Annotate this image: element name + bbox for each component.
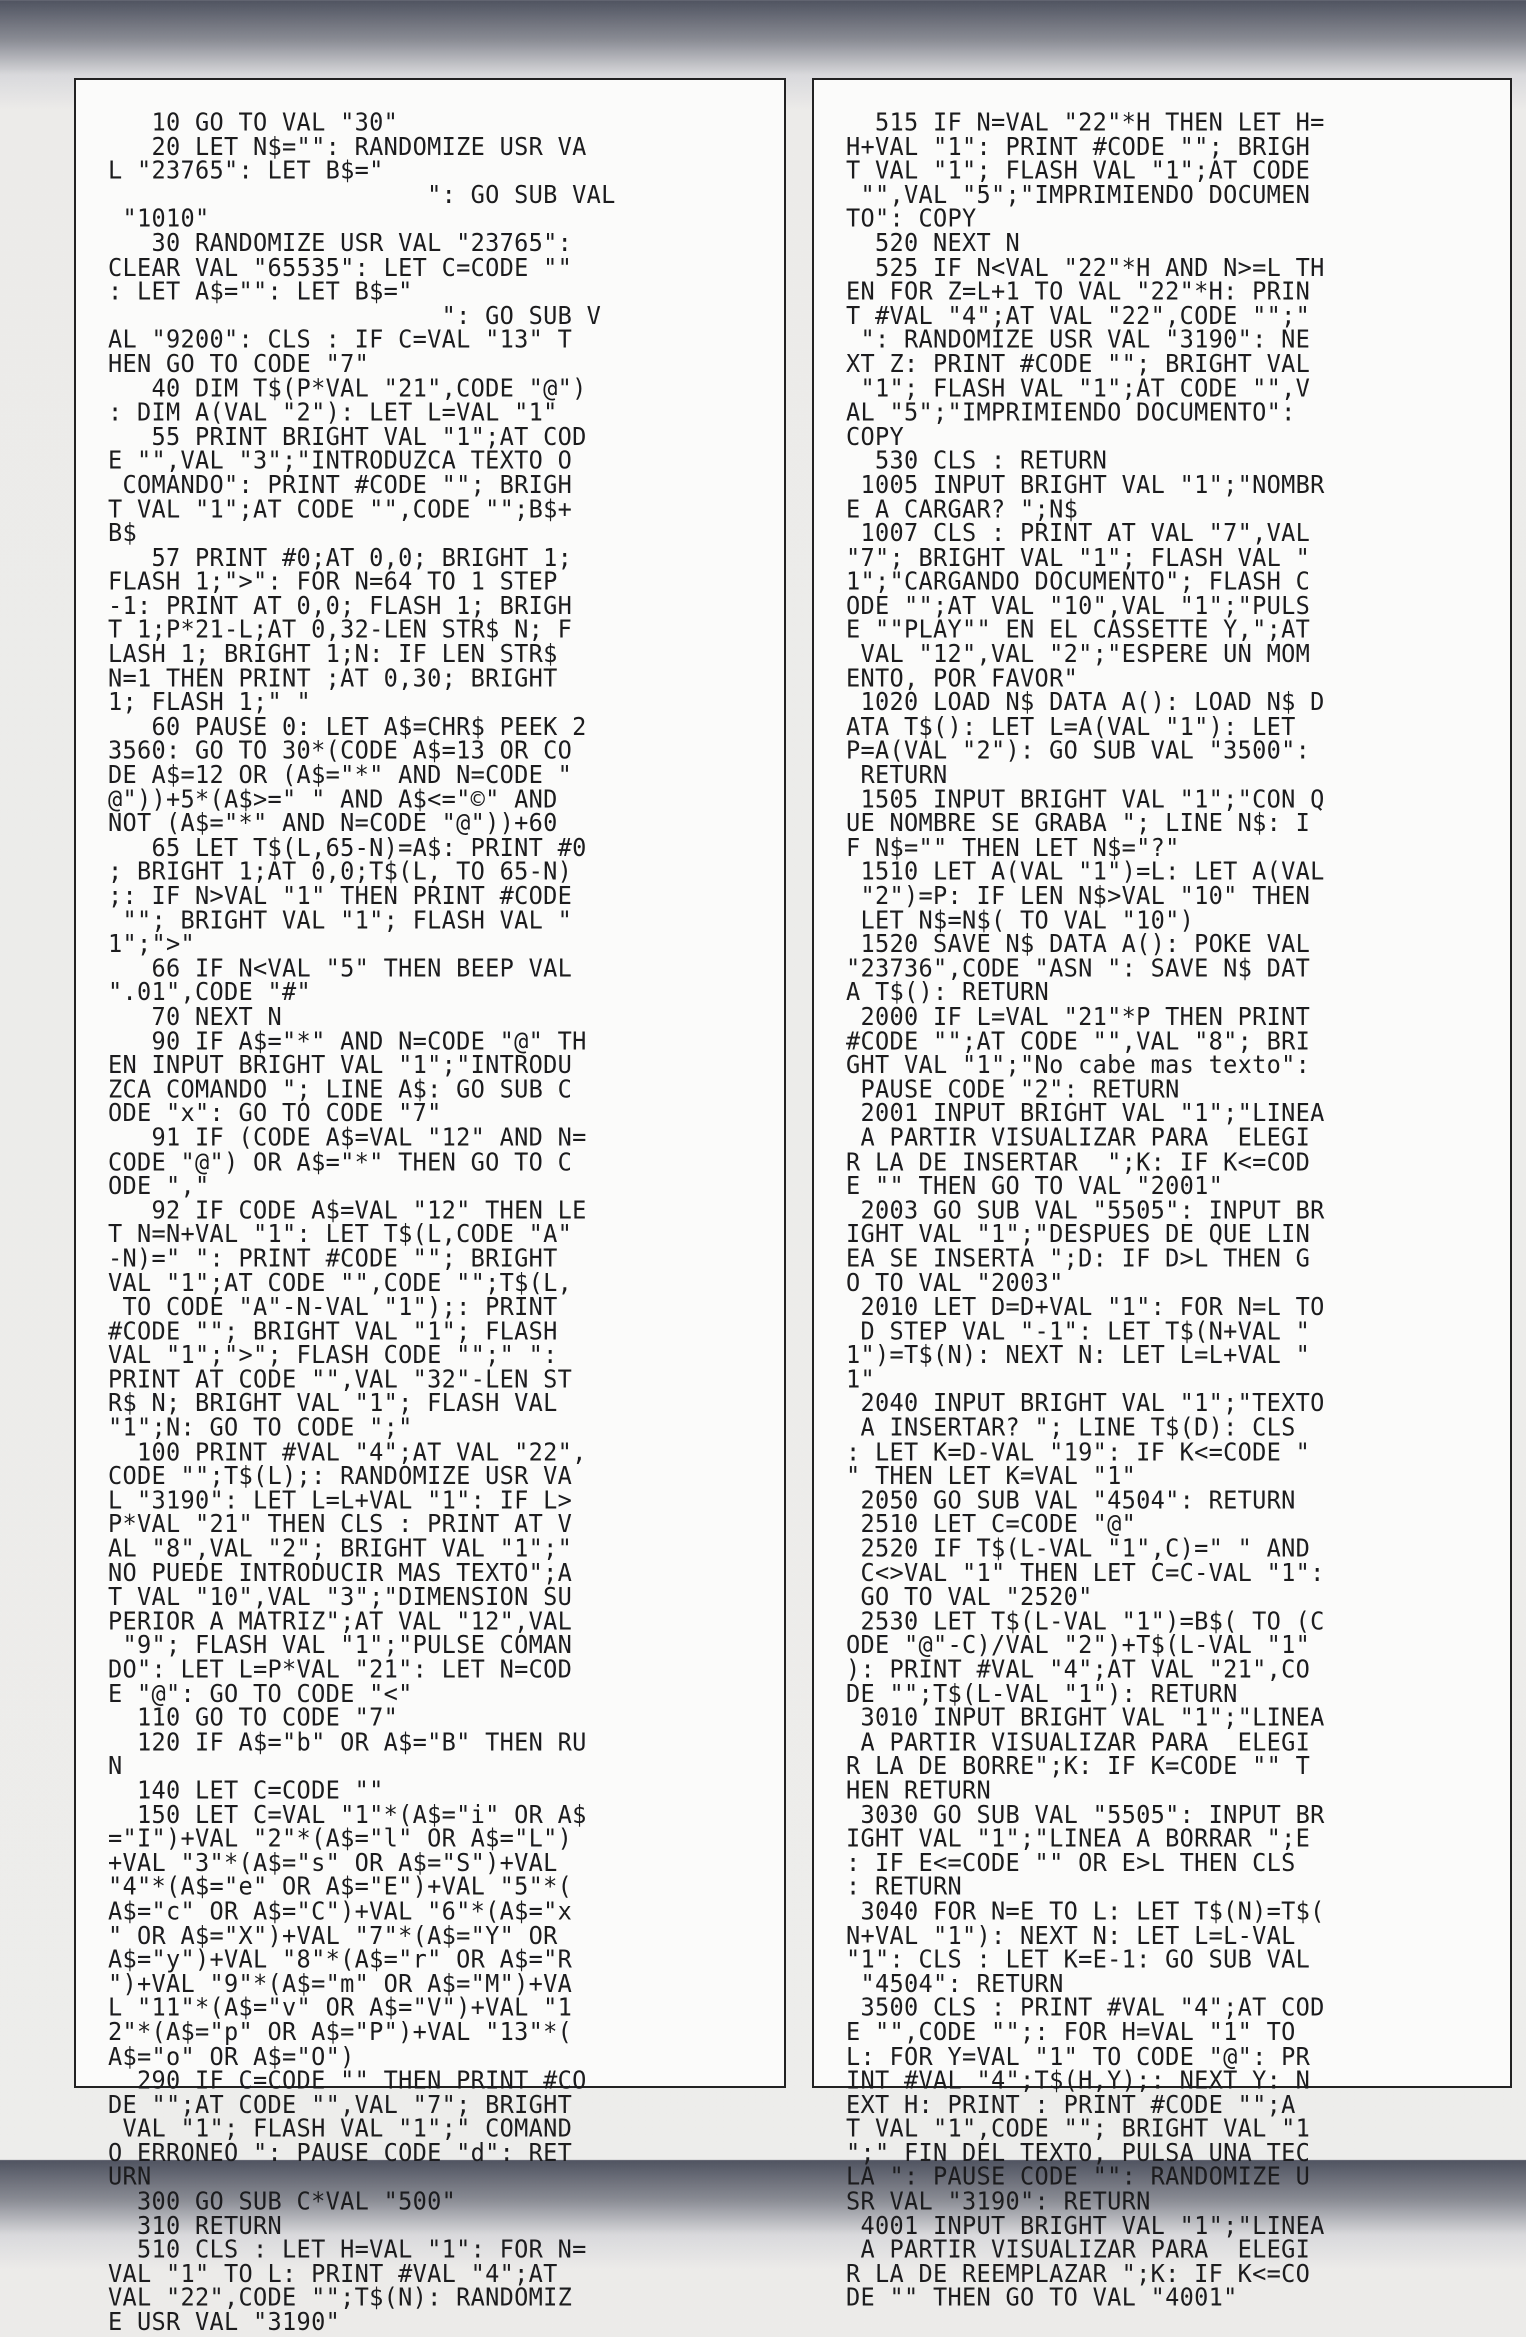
basic-listing-left: 10 GO TO VAL "30" 20 LET N$="": RANDOMIZE USR VA L "23765": LET B$=" ": GO SUB VAL "1010" 30 RANDOMIZE USR VAL "23765": CLEAR VAL "65535": LET C=CODE "" : LET A$="": LET B$=" ": GO SUB V AL "9200": CLS : IF C=VAL "13" T HEN GO TO CODE "7" 40 DIM T$(P*VAL "21",CODE "@") : DIM A(VAL "2"): LET L=VAL "1" 55 PRINT BRIGHT VAL "1";AT COD E "",VAL "3";"INTRODUZCA TEXTO O COMANDO": PRINT #CODE ""; BRIGH T VAL "1";AT CODE "",CODE "";B$+ B$ 57 PRINT #0;AT 0,0; BRIGHT 1; FLASH 1;">": FOR N=64 TO 1 STEP -1: PRINT AT 0,0; FLASH 1; BRIGH T 1;P*21-L;AT 0,32-LEN STR$ N; F LASH 1; BRIGHT 1;N: IF LEN STR$ N=1 THEN PRINT ;AT 0,30; BRIGHT 1; FLASH 1;" " 60 PAUSE 0: LET A$=CHR$ PEEK 2 3560: GO TO 30*(CODE A$=13 OR CO DE A$=12 OR (A$="*" AND N=CODE " @"))+5*(A$>=" " AND A$<="©" AND NOT (A$="*" AND N=CODE "@"))+60 65 LET T$(L,65-N)=A$: PRINT #0 ; BRIGHT 1;AT 0,0;T$(L, TO 65-N) ;: IF N>VAL "1" THEN PRINT #CODE ""; BRIGHT VAL "1"; FLASH VAL " 1";">" 66 IF N<VAL "5" THEN BEEP VAL ".01",CODE "#" 70 NEXT N 90 IF A$="*" AND N=CODE "@" TH EN INPUT BRIGHT VAL "1";"INTRODU ZCA COMANDO "; LINE A$: GO SUB C ODE "x": GO TO CODE "7" 91 IF (CODE A$=VAL "12" AND N= CODE "@") OR A$="*" THEN GO TO C ODE "," 92 IF CODE A$=VAL "12" THEN LE T N=N+VAL "1": LET T$(L,CODE "A" -N)=" ": PRINT #CODE ""; BRIGHT VAL "1";AT CODE "",CODE "";T$(L, TO CODE "A"-N-VAL "1");: PRINT #CODE ""; BRIGHT VAL "1"; FLASH VAL "1";">"; FLASH CODE "";" ": PRINT AT CODE "",VAL "32"-LEN ST R$ N; BRIGHT VAL "1"; FLASH VAL "1";N: GO TO CODE ";" 100 PRINT #VAL "4";AT VAL "22", CODE "";T$(L);: RANDOMIZE USR VA L "3190": LET L=L+VAL "1": IF L> P*VAL "21" THEN CLS : PRINT AT V AL "8",VAL "2"; BRIGHT VAL "1";" NO PUEDE INTRODUCIR MAS TEXTO";A T VAL "10",VAL "3";"DIMENSION SU PERIOR A MATRIZ";AT VAL "12",VAL "9"; FLASH VAL "1";"PULSE COMAN DO": LET L=P*VAL "21": LET N=COD E "@": GO TO CODE "<" 110 GO TO CODE "7" 120 IF A$="b" OR A$="B" THEN RU N 140 LET C=CODE "" 150 LET C=VAL "1"*(A$="i" OR A$ ="I")+VAL "2"*(A$="l" OR A$="L") +VAL "3"*(A$="s" OR A$="S")+VAL "4"*(A$="e" OR A$="E")+VAL "5"*( A$="c" OR A$="C")+VAL "6"*(A$="x " OR A$="X")+VAL "7"*(A$="Y" OR A$="y")+VAL "8"*(A$="r" OR A$="R ")+VAL "9"*(A$="m" OR A$="M")+VA L "11"*(A$="v" OR A$="V")+VAL "1 2"*(A$="p" OR A$="P")+VAL "13"*( A$="o" OR A$="O") 290 IF C=CODE "" THEN PRINT #CO DE "";AT CODE "",VAL "7"; BRIGHT VAL "1"; FLASH VAL "1";" COMAND O ERRONEO ": PAUSE CODE "d": RET URN 300 GO SUB C*VAL "500" 310 RETURN 510 CLS : LET H=VAL "1": FOR N= VAL "1" TO L: PRINT #VAL "4";AT VAL "22",CODE "";T$(N): RANDOMIZ E USR VAL "3190" [108, 106, 616, 2337]
basic-listing-right: 515 IF N=VAL "22"*H THEN LET H= H+VAL "1": PRINT #CODE ""; BRIGH T VAL "1"; FLASH VAL "1";AT CODE "",VAL "5";"IMPRIMIENDO DOCUMEN TO": COPY 520 NEXT N 525 IF N<VAL "22"*H AND N>=L TH EN FOR Z=L+1 TO VAL "22"*H: PRIN T #VAL "4";AT VAL "22",CODE "";" ": RANDOMIZE USR VAL "3190": NE XT Z: PRINT #CODE ""; BRIGHT VAL "1"; FLASH VAL "1";AT CODE "",V AL "5";"IMPRIMIENDO DOCUMENTO": COPY 530 CLS : RETURN 1005 INPUT BRIGHT VAL "1";"NOMBR E A CARGAR? ";N$ 1007 CLS : PRINT AT VAL "7",VAL "7"; BRIGHT VAL "1"; FLASH VAL " 1";"CARGANDO DOCUMENTO"; FLASH C ODE "";AT VAL "10",VAL "1";"PULS E ""PLAY"" EN EL CASSETTE Y,";AT VAL "12",VAL "2";"ESPERE UN MOM ENTO, POR FAVOR" 1020 LOAD N$ DATA A(): LOAD N$ D ATA T$(): LET L=A(VAL "1"): LET P=A(VAL "2"): GO SUB VAL "3500": RETURN 1505 INPUT BRIGHT VAL "1";"CON Q UE NOMBRE SE GRABA "; LINE N$: I F N$="" THEN LET N$="?" 1510 LET A(VAL "1")=L: LET A(VAL "2")=P: IF LEN N$>VAL "10" THEN LET N$=N$( TO VAL "10") 1520 SAVE N$ DATA A(): POKE VAL "23736",CODE "ASN ": SAVE N$ DAT A T$(): RETURN 2000 IF L=VAL "21"*P THEN PRINT #CODE "";AT CODE "",VAL "8"; BRI GHT VAL "1";"No cabe mas texto": PAUSE CODE "2": RETURN 2001 INPUT BRIGHT VAL "1";"LINEA A PARTIR VISUALIZAR PARA ELEGI R LA DE INSERTAR ";K: IF K<=COD E "" THEN GO TO VAL "2001" 2003 GO SUB VAL "5505": INPUT BR IGHT VAL "1";"DESPUES DE QUE LIN EA SE INSERTA ";D: IF D>L THEN G O TO VAL "2003" 2010 LET D=D+VAL "1": FOR N=L TO D STEP VAL "-1": LET T$(N+VAL " 1")=T$(N): NEXT N: LET L=L+VAL " 1" 2040 INPUT BRIGHT VAL "1";"TEXTO A INSERTAR? "; LINE T$(D): CLS : LET K=D-VAL "19": IF K<=CODE " " THEN LET K=VAL "1" 2050 GO SUB VAL "4504": RETURN 2510 LET C=CODE "@" 2520 IF T$(L-VAL "1",C)=" " AND C<>VAL "1" THEN LET C=C-VAL "1": GO TO VAL "2520" 2530 LET T$(L-VAL "1")=B$( TO (C ODE "@"-C)/VAL "2")+T$(L-VAL "1" ): PRINT #VAL "4";AT VAL "21",CO DE "";T$(L-VAL "1"): RETURN 3010 INPUT BRIGHT VAL "1";"LINEA A PARTIR VISUALIZAR PARA ELEGI R LA DE BORRE";K: IF K=CODE "" T HEN RETURN 3030 GO SUB VAL "5505": INPUT BR IGHT VAL "1";"LINEA A BORRAR ";E : IF E<=CODE "" OR E>L THEN CLS : RETURN 3040 FOR N=E TO L: LET T$(N)=T$( N+VAL "1"): NEXT N: LET L=L-VAL "1": CLS : LET K=E-1: GO SUB VAL "4504": RETURN 3500 CLS : PRINT #VAL "4";AT COD E "",CODE "";: FOR H=VAL "1" TO L: FOR Y=VAL "1" TO CODE "@": PR INT #VAL "4";T$(H,Y);: NEXT Y: N EXT H: PRINT : PRINT #CODE "";A T VAL "1",CODE ""; BRIGHT VAL "1 ";" FIN DEL TEXTO, PULSA UNA TEC LA ": PAUSE CODE "": RANDOMIZE U SR VAL "3190": RETURN 4001 INPUT BRIGHT VAL "1";"LINEA A PARTIR VISUALIZAR PARA ELEGI R LA DE REEMPLAZAR ";K: IF K<=CO DE "" THEN GO TO VAL "4001" [846, 106, 1325, 2313]
left-listing-panel [74, 78, 786, 2337]
right-listing-panel [812, 78, 1512, 2313]
